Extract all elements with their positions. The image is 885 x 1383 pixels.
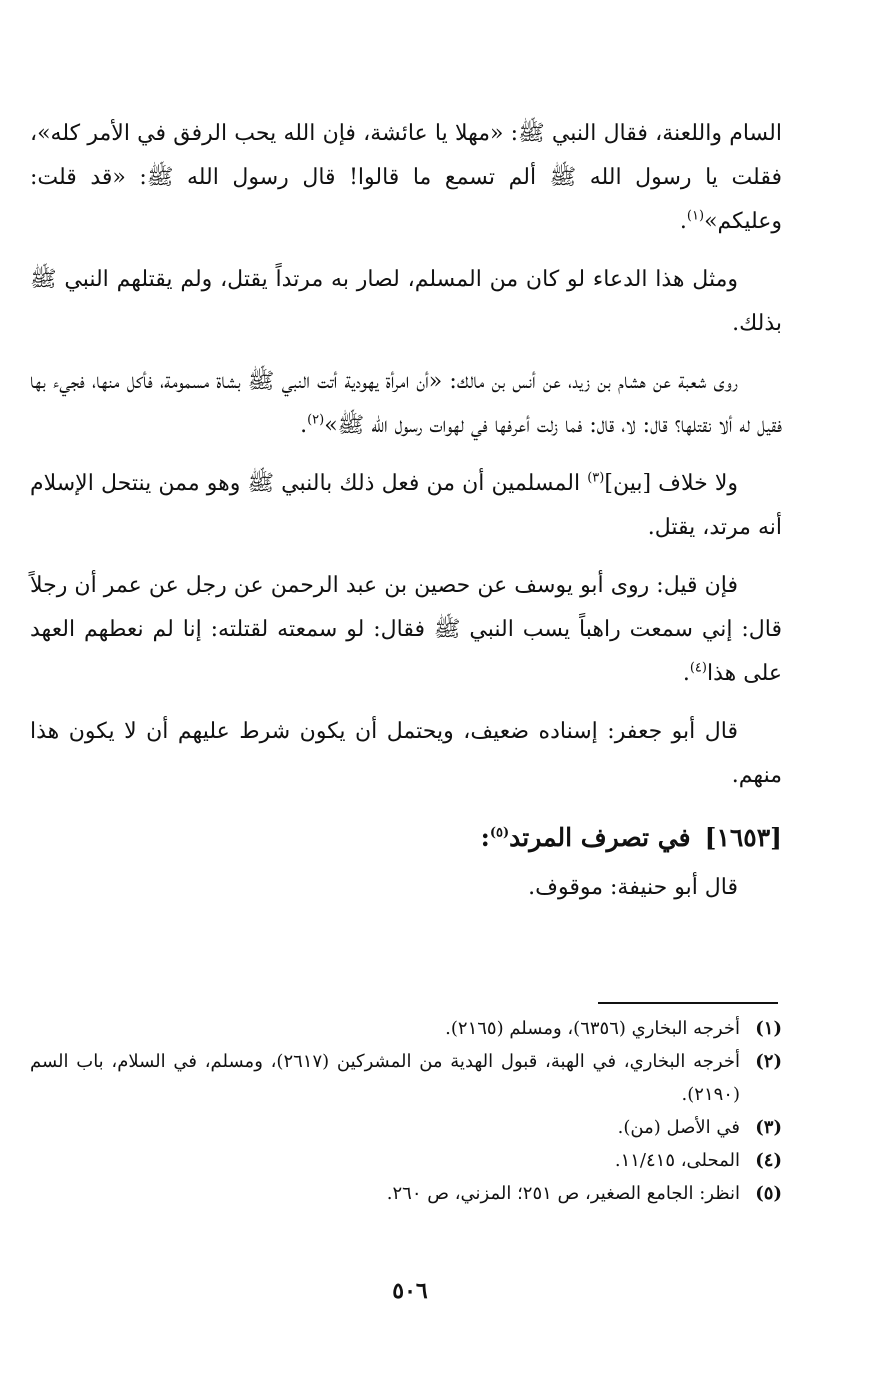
footnote-text: أخرجه البخاري، في الهبة، قبول الهدية من المشركين (٢٦١٧)، ومسلم، في السلام، باب السم (٢١٩٠). — [30, 1051, 740, 1105]
paragraph-5-end: . — [682, 661, 690, 686]
paragraph-5 — [30, 564, 782, 696]
footnote-number: (٢) — [755, 1051, 782, 1072]
section-number: [١٦٥٣] — [704, 823, 782, 852]
footnote-4 — [30, 1144, 782, 1177]
footnote-number: (٤) — [755, 1150, 782, 1171]
paragraph-3-end: . — [300, 413, 308, 438]
footnote-ref-4[interactable]: (٤) — [689, 660, 707, 676]
paragraph-3 — [30, 360, 782, 448]
paragraph-1-end: . — [679, 209, 687, 234]
footnote-1 — [30, 1012, 782, 1045]
section-title: في تصرف المرتد — [509, 823, 691, 852]
footnote-2 — [30, 1045, 782, 1111]
paragraph-3-text: روى شعبة عن هشام بن زيد، عن أنس بن مالك: «أن امرأة يهودية أتت النبي ﷺ بشاة مسمومة، فأكل منها، فجيء بها فقيل له ألا نقتلها؟ قال: لا، قال: فما زلت أعرفها في لهوات رسول الله ﷺ» — [30, 369, 782, 438]
footnote-number: (٥) — [755, 1183, 782, 1204]
footnote-ref-2[interactable]: (٢) — [307, 412, 325, 428]
footnote-text: أخرجه البخاري (٦٣٥٦)، ومسلم (٢١٦٥). — [445, 1018, 740, 1039]
footnote-5 — [30, 1177, 782, 1210]
section-heading — [30, 816, 782, 860]
footnote-3 — [30, 1111, 782, 1144]
footnote-number: (١) — [755, 1018, 782, 1039]
footnote-ref-5[interactable]: (٥) — [489, 825, 510, 841]
footnote-ref-1[interactable]: (١) — [686, 208, 705, 224]
footnote-ref-3[interactable]: (٣) — [587, 470, 605, 486]
paragraph-1 — [30, 112, 782, 244]
paragraph-7: قال أبو حنيفة: موقوف. — [528, 875, 738, 900]
paragraph-4-start: ولا خلاف [بين] — [604, 471, 738, 496]
page-number: ٥٠٦ — [392, 1278, 428, 1304]
section-heading-end: : — [480, 823, 490, 852]
paragraph-4-end: المسلمين أن من فعل ذلك بالنبي ﷺ وهو ممن ينتحل الإسلام أنه مرتد، يقتل. — [30, 471, 782, 540]
footnote-text: المحلى، ١١/٤١٥. — [614, 1150, 740, 1171]
paragraph-6: قال أبو جعفر: إسناده ضعيف، ويحتمل أن يكون شرط عليهم أن لا يكون هذا منهم. — [30, 719, 782, 788]
footnotes — [30, 1012, 782, 1210]
footnote-text: انظر: الجامع الصغير، ص ٢٥١؛ المزني، ص ٢٦٠. — [386, 1183, 740, 1204]
footnote-number: (٣) — [755, 1117, 782, 1138]
footnote-divider — [598, 1002, 778, 1004]
paragraph-5-text: فإن قيل: روى أبو يوسف عن حصين بن عبد الرحمن عن رجل عن عمر أن رجلاً قال: إني سمعت راهباً يسب النبي ﷺ فقال: لو سمعته لقتلته: إنا لم نعطهم العهد على هذا — [30, 573, 782, 686]
paragraph-2: ومثل هذا الدعاء لو كان من المسلم، لصار به مرتداً يقتل، ولم يقتلهم النبي ﷺ بذلك. — [30, 267, 782, 336]
footnote-text: في الأصل (من). — [617, 1117, 740, 1138]
page-body — [30, 112, 782, 910]
paragraph-4 — [30, 462, 782, 550]
paragraph-1-text: السام واللعنة، فقال النبي ﷺ: «مهلا يا عائشة، فإن الله يحب الرفق في الأمر كله»، فقلت يا رسول الله ﷺ ألم تسمع ما قالوا! قال رسول الله ﷺ: «قد قلت: وعليكم» — [30, 121, 782, 234]
